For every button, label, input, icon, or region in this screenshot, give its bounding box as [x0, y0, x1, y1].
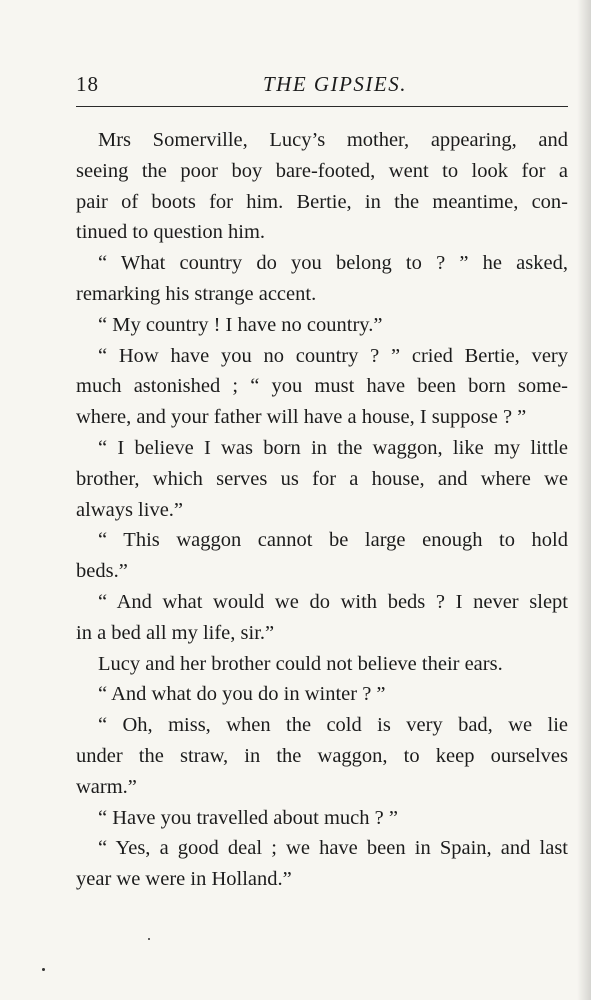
text-line: in a bed all my life, sir.”: [76, 621, 275, 644]
text-line: beds.”: [76, 560, 128, 583]
running-title: THE GIPSIES.: [263, 72, 407, 96]
body-text: [76, 125, 568, 895]
paragraph: [76, 248, 568, 310]
text-line: “ My country ! I have no country.”: [98, 313, 383, 336]
text-line: seeing the poor boy bare-footed, went to look for a: [76, 159, 568, 182]
text-line: always live.”: [76, 498, 184, 521]
text-line: “ How have you no country ? ” cried Bertie, very: [98, 344, 568, 367]
text-line: “ Oh, miss, when the cold is very bad, we lie: [98, 714, 568, 737]
text-line: “ And what do you do in winter ? ”: [98, 683, 386, 706]
text-line: pair of boots for him. Bertie, in the meantime, con-: [76, 190, 568, 213]
text-line: “ And what would we do with beds ? I never slept: [98, 590, 568, 613]
text-line: “ Yes, a good deal ; we have been in Spain, and last: [98, 837, 568, 860]
paragraph: [76, 649, 568, 680]
text-line: tinued to question him.: [76, 221, 266, 244]
text-line: brother, which serves us for a house, and where we: [76, 467, 568, 490]
text-line: much astonished ; “ you must have been born some-: [76, 375, 568, 398]
text-line: warm.”: [76, 775, 137, 798]
paragraph: [76, 341, 568, 433]
paragraph: [76, 433, 568, 525]
text-line: where, and your father will have a house, I suppose ? ”: [76, 406, 527, 429]
text-line: “ What country do you belong to ? ” he asked,: [98, 252, 568, 275]
paragraph: [76, 525, 568, 587]
paragraph: [76, 710, 568, 802]
page-number: 18: [76, 72, 99, 96]
text-line: “ I believe I was born in the waggon, like my little: [98, 436, 568, 459]
text-line: remarking his strange accent.: [76, 282, 317, 305]
paragraph: [76, 587, 568, 649]
paragraph: [76, 833, 568, 895]
text-line: year we were in Holland.”: [76, 868, 292, 891]
text-line: Mrs Somerville, Lucy’s mother, appearing, and: [98, 129, 568, 151]
header-rule: [76, 106, 568, 107]
paragraph: [76, 679, 568, 710]
paragraph: [76, 803, 568, 834]
text-line: “ Have you travelled about much ? ”: [98, 806, 398, 829]
page-header: [76, 68, 568, 98]
ink-speck: [42, 968, 45, 971]
text-line: Lucy and her brother could not believe their ears.: [98, 652, 503, 675]
page-edge-shadow: [577, 0, 591, 1000]
text-line: under the straw, in the waggon, to keep ourselves: [76, 744, 568, 767]
text-line: “ This waggon cannot be large enough to hold: [98, 529, 568, 552]
ink-speck: [148, 938, 150, 940]
paragraph: [76, 310, 568, 341]
paragraph: [76, 125, 568, 248]
